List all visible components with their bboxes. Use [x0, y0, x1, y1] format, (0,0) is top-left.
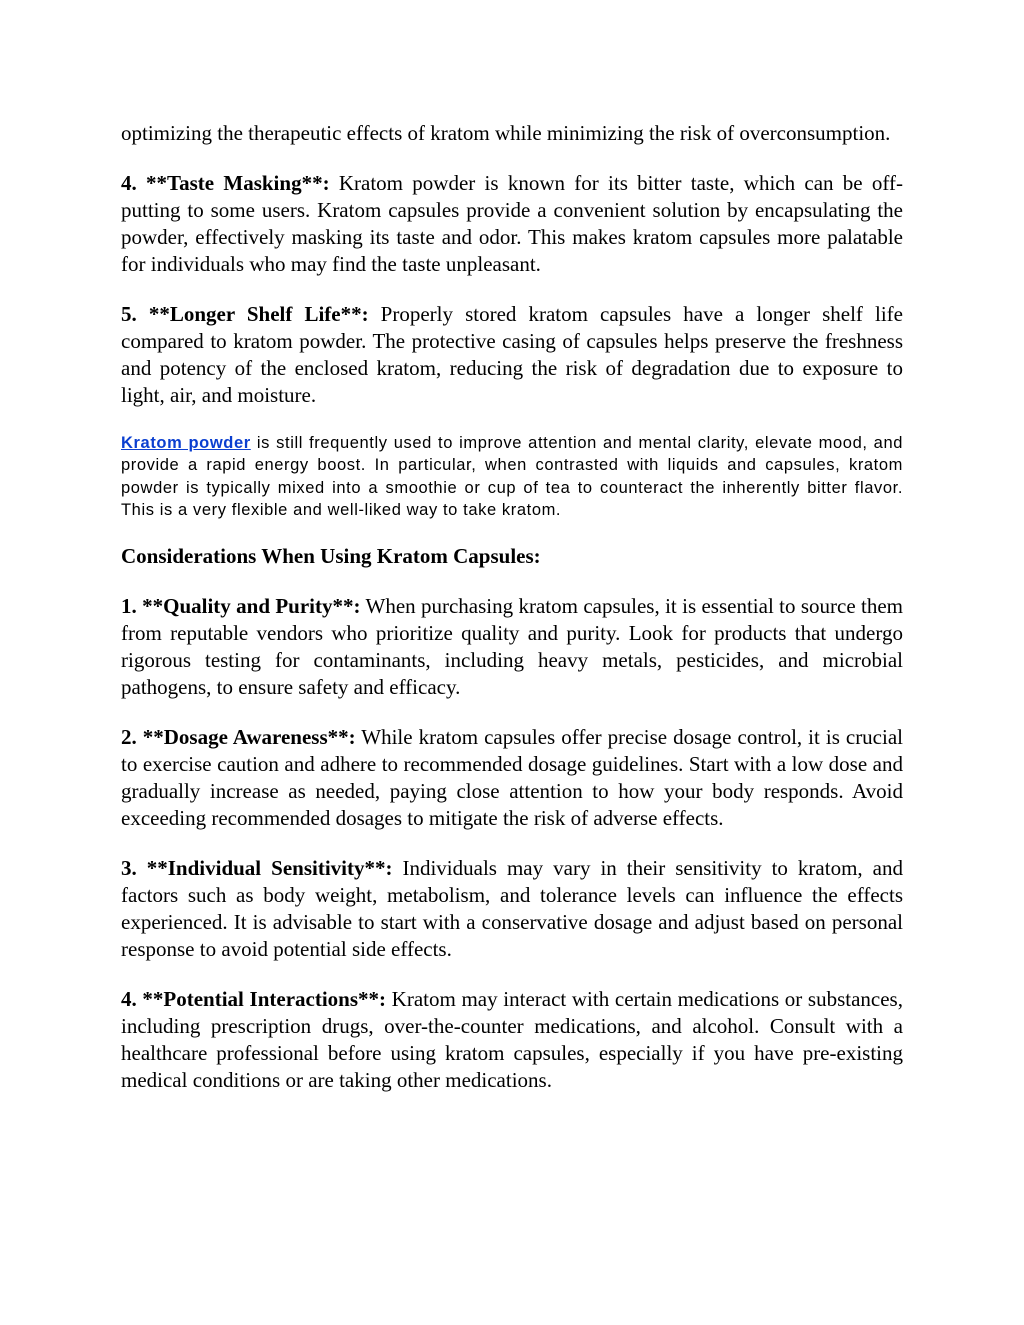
consideration-label: 3. **Individual Sensitivity**:	[121, 856, 393, 881]
promo-paragraph	[121, 432, 903, 521]
consideration-label: 2. **Dosage Awareness**:	[121, 725, 356, 750]
consideration-label: 1. **Quality and Purity**:	[121, 594, 361, 619]
benefit-label: 4. **Taste Masking**:	[121, 171, 330, 195]
consideration-label: 4. **Potential Interactions**:	[121, 987, 387, 1012]
consideration-quality-purity	[121, 593, 903, 701]
benefit-taste-masking	[121, 170, 903, 278]
kratom-powder-link[interactable]: Kratom powder	[121, 434, 251, 452]
consideration-text: While kratom capsules offer precise dosage control, it is crucial to exercise caution and adhere to recommended dosage guidelines. Start with a low dose and gradually increase as needed, paying close attention to how your body responds. Avoid exceeding recommended dosages to mitigate the risk of adverse effects.	[121, 725, 903, 831]
benefit-text: Kratom powder is known for its bitter taste, which can be off-putting to some users. Kratom capsules provide a convenient solution by encapsulating the powder, effectively masking its taste and odor. This makes kratom capsules more palatable for individuals who may find the taste unpleasant.	[121, 171, 903, 276]
consideration-individual-sensitivity	[121, 855, 903, 963]
benefit-label: 5. **Longer Shelf Life**:	[121, 302, 369, 326]
intro-continuation: optimizing the therapeutic effects of kratom while minimizing the risk of overconsumption.	[121, 121, 891, 145]
benefit-text: Properly stored kratom capsules have a longer shelf life compared to kratom powder. The protective casing of capsules helps preserve the freshness and potency of the enclosed kratom, reducing the risk of degradation due to exposure to light, air, and moisture.	[121, 302, 903, 407]
benefit-longer-shelf-life	[121, 301, 903, 409]
considerations-heading: Considerations When Using Kratom Capsules:	[121, 544, 541, 569]
consideration-dosage-awareness	[121, 724, 903, 832]
consideration-text: Kratom may interact with certain medications or substances, including prescription drugs, over-the-counter medications, and alcohol. Consult with a healthcare professional before using kratom capsules, especially if you have pre-existing medical conditions or are taking other medications.	[121, 987, 903, 1093]
consideration-text: When purchasing kratom capsules, it is essential to source them from reputable vendors who prioritize quality and purity. Look for products that undergo rigorous testing for contaminants, including heavy metals, pesticides, and microbial pathogens, to ensure safety and efficacy.	[121, 594, 903, 700]
consideration-text: Individuals may vary in their sensitivity to kratom, and factors such as body weight, metabolism, and tolerance levels can influence the effects experienced. It is advisable to start with a conservative dosage and adjust based on personal response to avoid potential side effects.	[121, 856, 903, 962]
consideration-potential-interactions	[121, 986, 903, 1094]
promo-text: is still frequently used to improve attention and mental clarity, elevate mood, and provide a rapid energy boost. In particular, when contrasted with liquids and capsules, kratom powder is typically mixed into a smoothie or cup of tea to counteract the inherently bitter flavor. This is a very flexible and well-liked way to take kratom.	[121, 434, 903, 519]
document-page	[121, 120, 903, 1117]
